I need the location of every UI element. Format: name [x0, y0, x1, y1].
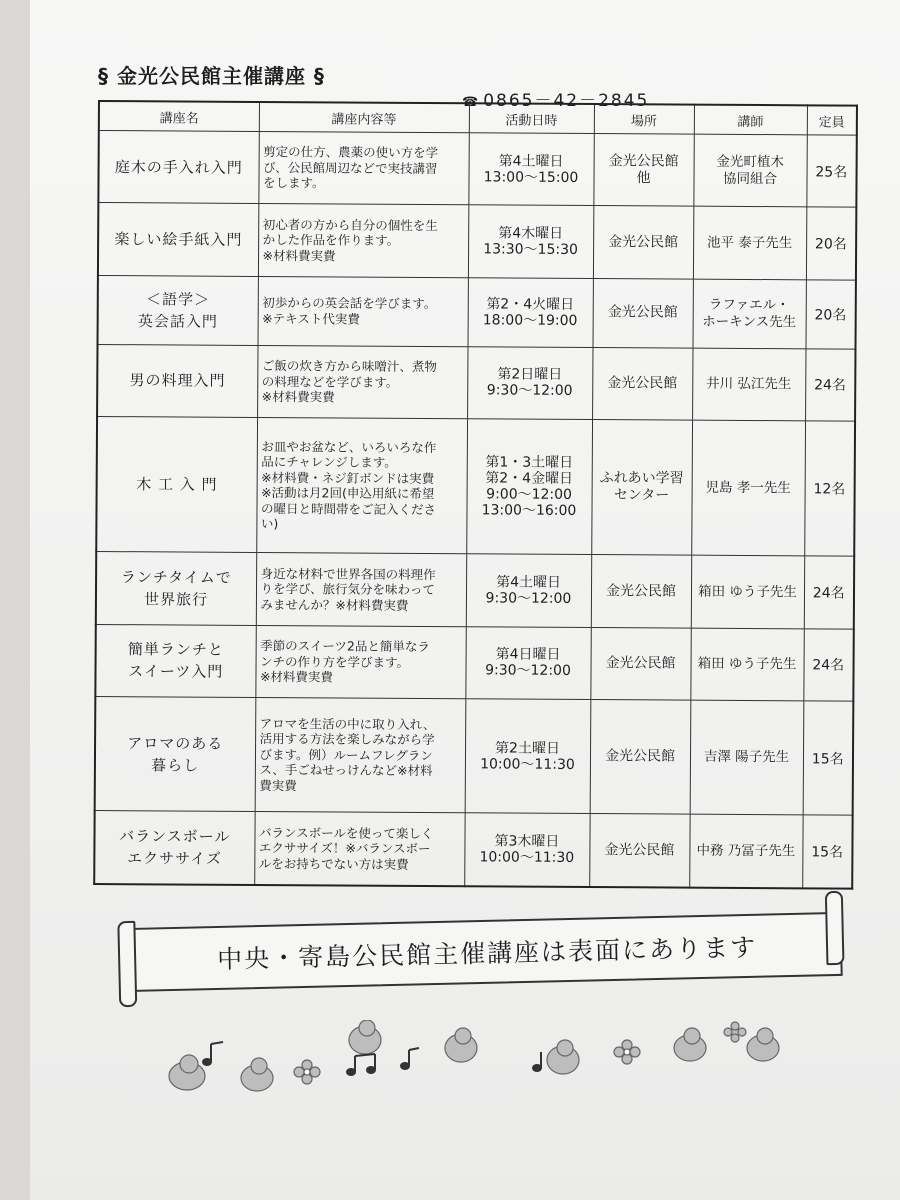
course-content-line: をします。 — [262, 175, 325, 191]
table-row — [96, 552, 854, 629]
phone-number-text: 0865－42－2845 — [483, 91, 650, 111]
music-note-icon — [346, 1054, 376, 1076]
course-content — [256, 418, 467, 555]
course-datetime-line: 第2・4金曜日 — [485, 470, 574, 488]
course-place — [590, 627, 690, 700]
course-place-line: 他 — [636, 169, 651, 187]
chick-icon — [674, 1028, 706, 1061]
course-name-line: ランチタイムで — [120, 568, 232, 587]
course-place-line: 金光公民館 — [607, 374, 678, 392]
course-datetime — [468, 205, 593, 278]
course-capacity: 20名 — [805, 280, 855, 349]
header-place: 場所 — [594, 104, 694, 134]
course-content — [258, 131, 468, 205]
course-datetime-line: 第4土曜日 — [496, 574, 562, 591]
course-content-line: 品にチャレンジします。 — [261, 454, 397, 471]
course-datetime-line: 第4日曜日 — [495, 646, 561, 664]
course-name — [98, 131, 258, 204]
course-name-line: 木 工 入 門 — [136, 475, 218, 494]
table-row — [97, 344, 855, 421]
course-content-line: ご飯の炊き方から味噌汁、煮物 — [261, 358, 437, 375]
banner-box — [131, 912, 842, 992]
course-place-line: 金光公民館 — [607, 304, 678, 321]
course-place — [591, 555, 691, 628]
header-name: 講座名 — [99, 101, 259, 131]
flower-icon — [724, 1022, 746, 1042]
course-teacher-line: 箱田 ゆう子先生 — [698, 583, 797, 600]
course-content-line: び、公民館周辺などで実技講習 — [263, 159, 438, 176]
page-title: § 金光公民館主催講座 § — [98, 64, 325, 88]
course-table — [93, 100, 858, 890]
flower-icon — [294, 1060, 320, 1084]
course-content-line: ※活動は月2回(申込用紙に希望 — [261, 485, 435, 502]
course-name-line: スイーツ入門 — [128, 662, 224, 682]
table-row — [95, 624, 853, 701]
header-content: 講座内容等 — [259, 102, 469, 133]
course-teacher-line: ホーキンス先生 — [702, 313, 797, 330]
page-edge-shadow — [0, 0, 30, 1200]
table-row — [98, 275, 856, 349]
course-content — [256, 553, 466, 627]
course-name — [94, 811, 254, 885]
course-content-line: バランスボールを使って楽しく — [258, 824, 434, 841]
course-datetime-line: 18:00～19:00 — [482, 312, 578, 329]
course-datetime-line: 第2日曜日 — [497, 366, 563, 384]
course-content-line: ※材料費・ネジ釘ボンドは実費 — [261, 469, 435, 486]
table-header-row — [99, 101, 857, 135]
course-datetime — [464, 813, 589, 887]
course-name-line: バランスボール — [119, 827, 231, 846]
course-place-line: 金光公民館 — [608, 233, 679, 251]
course-content — [254, 812, 464, 886]
course-teacher-line: ラファエル・ — [708, 296, 790, 313]
course-content-line: 初歩からの英会話を学びます。 — [262, 295, 437, 312]
course-content — [255, 698, 466, 814]
course-datetime — [467, 346, 592, 419]
course-place — [593, 206, 693, 279]
course-teacher — [691, 555, 804, 628]
course-datetime — [465, 699, 591, 814]
course-capacity: 15名 — [803, 701, 854, 816]
course-name-line: エクササイズ — [127, 849, 223, 868]
course-capacity: 24名 — [804, 556, 854, 629]
course-content — [258, 276, 468, 346]
course-content-line: 費実費 — [259, 777, 297, 794]
banner-scroll — [117, 897, 847, 998]
chick-icon — [547, 1040, 579, 1074]
course-datetime-line: 第4木曜日 — [498, 225, 564, 242]
course-content-line: ※材料費実費 — [261, 389, 335, 405]
course-place-line: 金光公民館 — [605, 654, 676, 672]
chick-icon — [169, 1055, 205, 1090]
course-teacher — [692, 279, 805, 349]
course-content — [257, 345, 467, 419]
course-capacity: 25名 — [806, 135, 856, 208]
scroll-left-curl — [117, 921, 137, 1007]
course-place — [592, 278, 692, 348]
course-content-line: 季節のスイーツ2品と簡単なラ — [260, 638, 430, 655]
decorative-illustration — [165, 1020, 785, 1100]
course-place — [593, 134, 693, 207]
course-datetime-line: 第4土曜日 — [498, 153, 564, 170]
course-teacher — [690, 700, 804, 815]
course-teacher-line: 協同組合 — [722, 170, 778, 187]
music-note-icon — [202, 1042, 223, 1066]
chick-icon — [445, 1028, 477, 1062]
course-name — [95, 624, 255, 697]
course-content-line: ※材料費実費 — [259, 669, 334, 685]
course-place-line: センター — [613, 487, 670, 504]
course-datetime-line: 9:30～12:00 — [486, 382, 573, 400]
course-content-line: エクササイズ！※バランスボー — [258, 840, 431, 857]
course-place-line: 金光公民館 — [605, 582, 677, 600]
course-name — [97, 344, 257, 417]
course-place — [592, 347, 692, 420]
course-teacher — [693, 134, 806, 207]
course-teacher — [689, 814, 802, 888]
course-name — [98, 275, 258, 345]
course-content-line: 初心者の方から自分の個性を生 — [262, 216, 438, 233]
course-name-line: 楽しい絵手紙入門 — [114, 230, 243, 249]
course-content-line: 活用する方法を楽しみながら学 — [259, 731, 435, 748]
course-name-line: ＜語学＞ — [145, 290, 211, 309]
header-teacher: 講師 — [694, 105, 807, 135]
table-row — [96, 417, 855, 557]
course-place — [589, 814, 689, 888]
course-teacher — [693, 206, 806, 279]
course-datetime-line: 9:30～12:00 — [485, 590, 572, 607]
course-teacher — [691, 420, 805, 556]
telephone-icon: ☎ — [462, 95, 481, 110]
course-content-line: お皿やお盆など、いろいろな作 — [261, 438, 437, 455]
course-datetime-line: 第2・4火曜日 — [486, 296, 575, 313]
course-content-line: の料理などを学びます。 — [261, 373, 399, 390]
header-capacity: 定員 — [807, 105, 857, 135]
course-teacher-line: 中務 乃冨子先生 — [696, 842, 796, 859]
course-content — [258, 204, 468, 278]
table-row — [98, 131, 856, 208]
table-row — [94, 811, 852, 889]
course-content-line: い) — [260, 516, 279, 532]
course-datetime-line: 10:00～11:30 — [479, 849, 575, 867]
table-row — [98, 203, 856, 280]
course-name-line: アロマのある — [127, 733, 224, 753]
course-place-line: 金光公民館 — [608, 152, 679, 170]
course-datetime-line: 第3木曜日 — [494, 833, 560, 851]
course-name-line: 世界旅行 — [144, 590, 209, 609]
course-datetime — [468, 277, 593, 347]
course-teacher — [690, 628, 803, 701]
chick-icon — [241, 1058, 273, 1091]
course-content-line: みませんか？※材料費実費 — [260, 596, 409, 613]
course-content-line: ス、手ごねせっけんなど※材料 — [259, 762, 433, 779]
course-content-line: の曜日と時間帯をご記入くださ — [260, 500, 437, 517]
course-teacher-line: 井川 弘江先生 — [706, 375, 792, 393]
course-content-line: ※テキスト代実費 — [262, 310, 360, 327]
flower-icon — [614, 1040, 640, 1064]
course-teacher-line: 児島 孝一先生 — [705, 479, 791, 496]
course-datetime-line: 第2土曜日 — [495, 740, 561, 757]
course-content-line: りを学び、旅行気分を味わって — [260, 581, 435, 598]
course-teacher-line: 池平 泰子先生 — [706, 234, 793, 251]
table-row — [95, 697, 854, 816]
course-datetime-line: 9:30～12:00 — [485, 662, 571, 680]
course-name — [96, 552, 256, 625]
course-place — [591, 420, 692, 556]
course-datetime-line: 13:00～16:00 — [481, 502, 577, 520]
course-content-line: 剪定の仕方、農薬の使い方を学 — [263, 144, 439, 161]
banner-text: 中央・寄島公民館主催講座は表面にあります — [216, 932, 758, 975]
scroll-right-curl — [825, 891, 845, 965]
course-capacity: 15名 — [802, 815, 852, 888]
course-datetime-line: 13:30～15:30 — [483, 241, 578, 258]
course-content-line: ※材料費実費 — [262, 247, 336, 264]
course-place-line: 金光公民館 — [604, 748, 676, 765]
course-place-line: ふれあい学習 — [599, 470, 684, 487]
course-capacity: 24名 — [805, 349, 855, 422]
course-name — [96, 417, 257, 553]
course-name-line: 男の料理入門 — [129, 371, 226, 391]
course-datetime — [465, 626, 590, 699]
course-capacity: 24名 — [803, 629, 853, 702]
course-content-line: 身近な材料で世界各国の料理作 — [260, 565, 436, 582]
course-teacher-line: 箱田 ゆう子先生 — [697, 655, 797, 673]
course-place-line: 金光公民館 — [604, 841, 675, 859]
course-capacity: 20名 — [806, 207, 856, 280]
music-note-icon — [400, 1048, 419, 1070]
course-name — [98, 203, 258, 276]
course-name-line: 暮らし — [151, 756, 200, 775]
course-datetime-line: 第1・3土曜日 — [485, 454, 574, 472]
course-capacity: 12名 — [804, 421, 855, 557]
course-teacher — [692, 348, 805, 421]
course-teacher-line: 吉澤 陽子先生 — [703, 748, 790, 766]
course-name-line: 簡単ランチと — [127, 640, 224, 660]
course-content-line: アロマを生活の中に取り入れ、 — [259, 715, 436, 733]
course-datetime — [466, 554, 591, 627]
course-name-line: 庭木の手入れ入門 — [114, 157, 243, 177]
course-name — [95, 697, 256, 812]
music-note-icon — [532, 1052, 542, 1072]
chick-icon — [349, 1020, 381, 1054]
course-name-line: 英会話入門 — [137, 311, 218, 331]
course-teacher-line: 金光町植木 — [716, 153, 784, 170]
course-place — [590, 700, 691, 815]
course-datetime — [466, 419, 592, 555]
course-datetime-line: 10:00～11:30 — [480, 756, 575, 773]
course-content-line: びます。例）ルームフレグラン — [259, 746, 433, 763]
course-content — [255, 625, 465, 699]
course-datetime-line: 9:00～12:00 — [486, 486, 573, 504]
course-content-line: かした作品を作ります。 — [262, 232, 400, 249]
course-content-line: ルをお持ちでない方は実費 — [258, 855, 409, 872]
chick-icon — [747, 1028, 779, 1061]
header-datetime: 活動日時 — [469, 103, 594, 133]
course-datetime — [468, 133, 593, 206]
course-table-body — [94, 131, 857, 889]
course-content-line: ンチの作り方を学びます。 — [260, 653, 410, 670]
course-datetime-line: 13:00～15:00 — [483, 169, 579, 186]
